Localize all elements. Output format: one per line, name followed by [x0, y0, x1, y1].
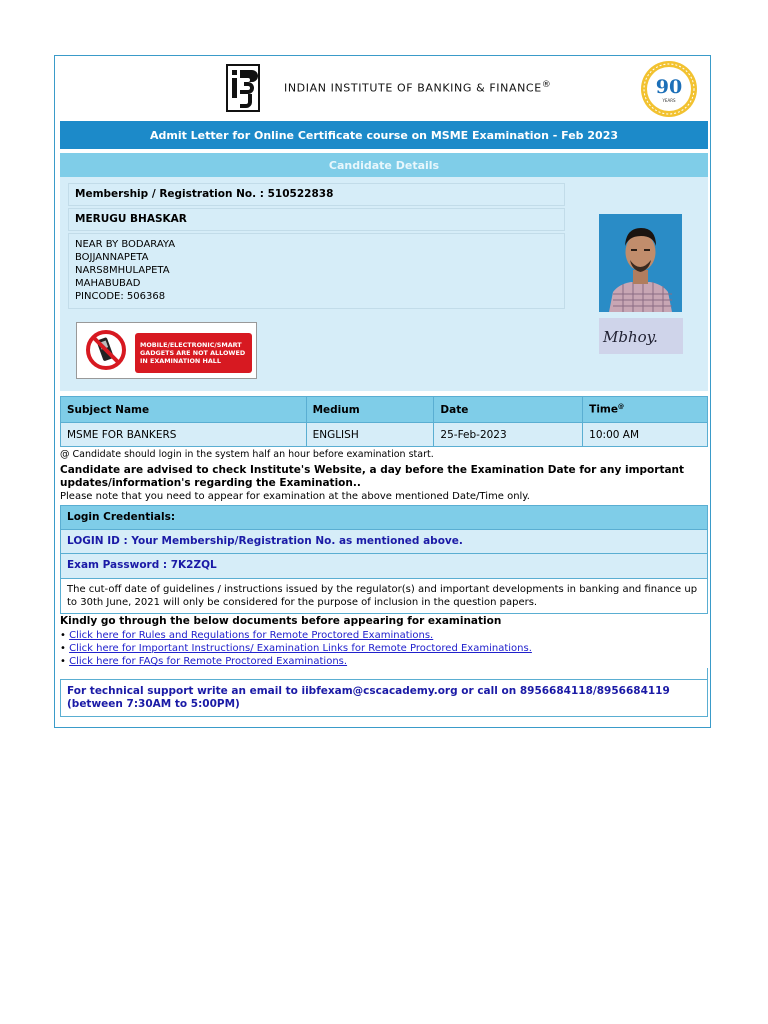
address-line: MAHABUBAD [75, 278, 141, 289]
address-line: NARS8MHULAPETA [75, 265, 170, 276]
instructions-link[interactable]: Click here for Important Instructions/ Examination Links for Remote Proctored Examinations. [69, 643, 532, 654]
technical-support-note [60, 679, 708, 717]
appear-note: Please note that you need to appear for examination at the above mentioned Date/Time only. [60, 491, 530, 502]
login-time-note: @ Candidate should login in the system half an hour before examination start. [60, 449, 434, 460]
anniversary-word: YEARS [662, 98, 676, 103]
no-gadgets-label [135, 333, 252, 373]
notice-line: MOBILE/ELECTRONIC/SMART [140, 341, 242, 349]
address-line: NEAR BY BODARAYA [75, 239, 176, 250]
candidate-address [68, 233, 565, 309]
list-item [60, 629, 532, 642]
anniversary-number: 90 [655, 76, 683, 98]
time-marker: @ [618, 403, 624, 411]
anniversary-badge [640, 60, 698, 118]
address-line: BOJJANNAPETA [75, 252, 149, 263]
column-header: Time@ [583, 397, 708, 423]
website-advice-note: Candidate are advised to check Institute's Website, a day before the Examination Date for any important updates/information's regarding the Examination.. [60, 464, 685, 489]
column-header: Subject Name [61, 397, 307, 423]
address-line: PINCODE: 506368 [75, 291, 166, 302]
login-id: LOGIN ID : Your Membership/Registration No. as mentioned above. [60, 530, 708, 554]
column-header: Medium [306, 397, 434, 423]
list-item [60, 642, 532, 655]
time-cell: 10:00 AM [583, 423, 708, 447]
table-row [61, 423, 708, 447]
table-header-row [61, 397, 708, 423]
column-header: Date [434, 397, 583, 423]
bullet: • [60, 643, 66, 654]
notice-line: IN EXAMINATION HALL [140, 357, 221, 365]
documents-heading: Kindly go through the below documents before appearing for examination [60, 615, 502, 627]
medium-cell: ENGLISH [306, 423, 434, 447]
divider [707, 668, 708, 679]
support-line: For technical support write an email to iibfexam@cscacademy.org or call on 8956684118/8956684119 [67, 685, 670, 697]
signature-text: Mbhoy. [603, 328, 658, 346]
exam-schedule-table [60, 396, 708, 447]
exam-password: Exam Password : 7K2ZQL [60, 554, 708, 579]
faqs-link[interactable]: Click here for FAQs for Remote Proctored Examinations. [69, 656, 348, 667]
rules-link[interactable]: Click here for Rules and Regulations for Remote Proctored Examinations. [69, 630, 434, 641]
candidate-details-heading: Candidate Details [60, 153, 708, 177]
no-gadgets-notice [76, 322, 257, 379]
list-item [60, 655, 532, 668]
login-credentials-heading: Login Credentials: [60, 505, 708, 530]
date-cell: 25-Feb-2023 [434, 423, 583, 447]
subject-cell: MSME FOR BANKERS [61, 423, 307, 447]
registered-mark: ® [541, 80, 552, 90]
documents-list [60, 629, 532, 668]
bullet: • [60, 656, 66, 667]
candidate-photo [599, 214, 682, 312]
candidate-name: MERUGU BHASKAR [68, 208, 565, 231]
support-hours: (between 7:30AM to 5:00PM) [67, 698, 240, 710]
notice-line: GADGETS ARE NOT ALLOWED [140, 349, 246, 357]
admit-letter-banner: Admit Letter for Online Certificate course on MSME Examination - Feb 2023 [60, 121, 708, 149]
no-mobile-icon [85, 329, 127, 371]
bullet: • [60, 630, 66, 641]
iibf-logo [226, 64, 260, 112]
cutoff-date-note: The cut-off date of guidelines / instructions issued by the regulator(s) and important developments in banking and finance up to 30th June, 2021 will only be considered for the purpose of inclusion in the question papers. [60, 579, 708, 614]
candidate-signature [599, 318, 683, 354]
institute-name: INDIAN INSTITUTE OF BANKING & FINANCE® [284, 80, 552, 95]
registration-number: Membership / Registration No. : 510522838 [68, 183, 565, 206]
